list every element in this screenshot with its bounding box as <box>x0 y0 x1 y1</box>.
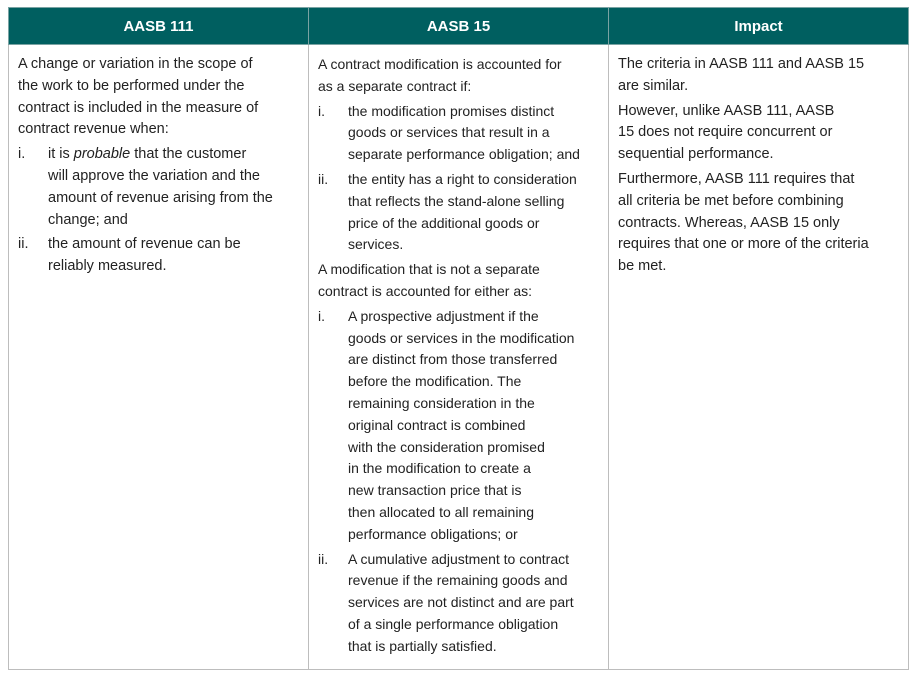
item-number: ii. <box>318 550 329 567</box>
item-number: i. <box>318 102 325 119</box>
item-text: A cumulative adjustment to contract revenue if the remaining goods and services are not distinct and are part of a single performance obligation that is partially satisfied. <box>348 550 574 654</box>
aasb-111-criteria-list <box>18 144 300 278</box>
impact-paragraph: However, unlike AASB 111, AASB 15 does not require concurrent or sequential performance. <box>618 102 835 163</box>
list-item <box>318 101 600 166</box>
aasb-15-not-separate-list <box>318 306 600 658</box>
comparison-table <box>8 7 909 670</box>
impact-paragraph: The criteria in AASB 111 and AASB 15 are similar. <box>618 56 865 94</box>
aasb-15-separate-list <box>318 101 600 257</box>
item-text: the modification promises distinct goods or services that result in a separate performance obligation; and <box>348 102 580 163</box>
item-number: i. <box>318 307 325 324</box>
item-text-emphasis: probable <box>73 146 131 163</box>
item-text: the entity has a right to consideration that reflects the stand-alone selling price of the additional goods or services. <box>348 170 577 253</box>
item-text: the amount of revenue can be reliably measured. <box>48 236 241 275</box>
list-item <box>318 169 600 256</box>
cell-impact <box>609 45 909 670</box>
header-row <box>9 8 909 45</box>
impact-paragraph: Furthermore, AASB 111 requires that all criteria be met before combining contracts. Whereas, AASB 15 only requires that one or more of the criteria be met. <box>618 170 869 275</box>
aasb-111-intro: A change or variation in the scope of the work to be performed under the contract is included in the measure of contract revenue when: <box>18 56 259 138</box>
list-item <box>318 549 600 658</box>
aasb-15-intro-separate: A contract modification is accounted for as a separate contract if: <box>318 56 562 94</box>
item-text-start: it is <box>48 146 74 163</box>
list-item <box>318 306 600 546</box>
table-row <box>9 45 909 670</box>
header-aasb-111: AASB 111 <box>9 8 309 45</box>
cell-aasb-111 <box>9 45 309 670</box>
item-number: ii. <box>18 236 29 253</box>
item-number: ii. <box>318 170 329 187</box>
header-impact: Impact <box>609 8 909 45</box>
item-text: A prospective adjustment if the goods or services in the modification are distinct from those transferred before the modification. The remaining consideration in the original contract is combined with the consideration promised in the modification to create a new transaction price that is then allocated to all remaining performance obligations; or <box>348 307 575 542</box>
list-item <box>18 234 300 278</box>
list-item <box>18 144 300 231</box>
header-aasb-15: AASB 15 <box>309 8 609 45</box>
item-text-end: that the customer will approve the variation and the amount of revenue arising from the change; and <box>48 146 273 228</box>
aasb-15-intro-not-separate: A modification that is not a separate contract is accounted for either as: <box>318 261 540 299</box>
cell-aasb-15 <box>309 45 609 670</box>
item-number: i. <box>18 146 26 163</box>
